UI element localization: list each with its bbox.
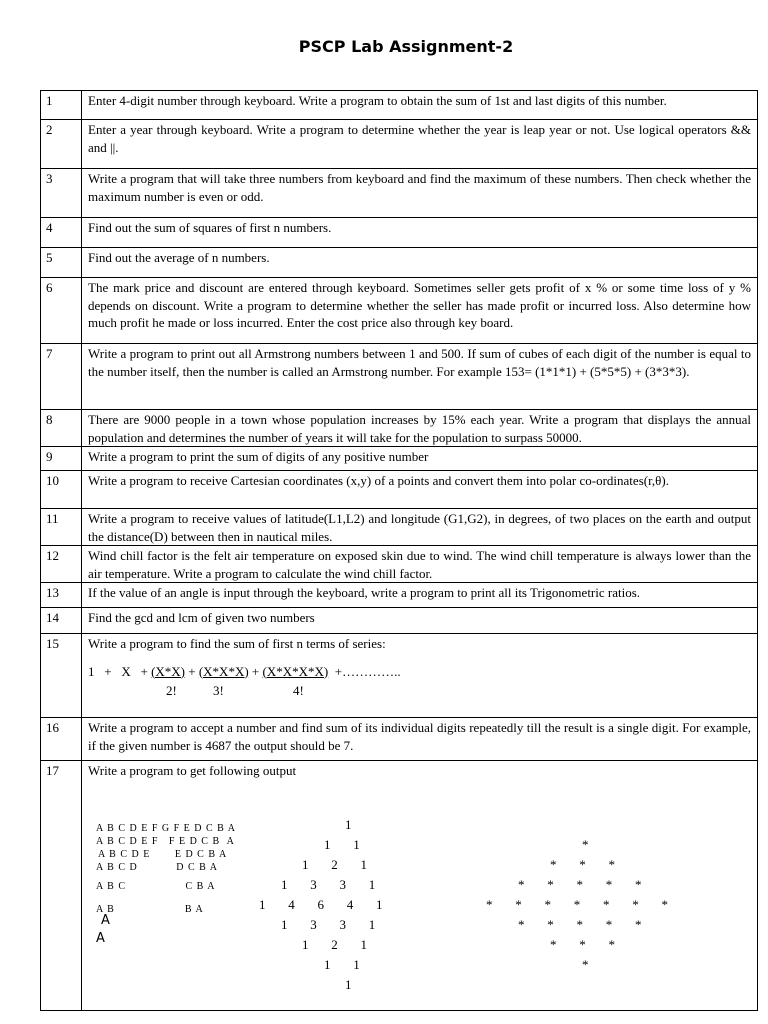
row-text: Write a program to accept a number and find sum of its individual digits repeatedly till the result is a single digit. For example, if the given number is 4687 the output should be 7.	[82, 718, 758, 761]
table-row	[41, 410, 758, 447]
diamond-line: 1 4 6 4 1	[259, 896, 383, 912]
row-text: There are 9000 people in a town whose population increases by 15% each year. Write a program that displays the annual population and determines the number of years it will take for the population to surpass 50000.	[82, 410, 758, 447]
abc-line: A B C D E F F E D C B A	[96, 835, 235, 847]
star-line: *	[582, 836, 589, 852]
star-line: * * * * *	[518, 876, 642, 892]
diamond-line: 1 1	[324, 956, 360, 972]
row-number: 7	[41, 344, 82, 410]
series-term-1: (X*X)	[151, 663, 185, 679]
series-end: +…………..	[328, 663, 401, 679]
row-text	[82, 634, 758, 718]
row-number: 8	[41, 410, 82, 447]
table-row	[41, 91, 758, 120]
row-text: Write a program to print the sum of digits of any positive number	[82, 447, 758, 471]
series-denominator-3: 4!	[293, 682, 304, 698]
series-term-3: (X*X*X*X)	[262, 663, 329, 679]
series-plus-1: +	[185, 663, 199, 679]
series-start: 1 + X +	[88, 663, 152, 679]
row-text: Wind chill factor is the felt air temperature on exposed skin due to wind. The wind chill temperature is always lower than the air temperature. Write a program to calculate the wind chill factor.	[82, 546, 758, 583]
diamond-line: 1 3 3 1	[281, 876, 376, 892]
pattern-prompt: Write a program to get following output	[88, 763, 297, 778]
row-text: The mark price and discount are entered through keyboard. Sometimes seller gets profit of x % or some time loss of y % depends on discount. Write a program to determine whether the seller has made profit or incurred loss. Also determine how much profit he made or loss incurred. Enter the cost price also through key board.	[82, 278, 758, 344]
row-text: Write a program to print out all Armstrong numbers between 1 and 500. If sum of cubes of each digit of the number is equal to the number itself, then the number is called an Armstrong number. For example 153= (1*1*1) + (5*5*5) + (3*3*3).	[82, 344, 758, 410]
diamond-line: 1 3 3 1	[281, 916, 376, 932]
row-number: 4	[41, 218, 82, 248]
series-denominator-2: 3!	[213, 682, 224, 698]
row-number: 5	[41, 248, 82, 278]
diamond-line: 1	[345, 816, 352, 832]
row-number: 17	[41, 761, 82, 1011]
series-plus-2: +	[248, 663, 263, 679]
abc-line: A B C D D C B A	[96, 861, 218, 873]
abc-line: A B C D E F G F E D C B A	[96, 822, 237, 834]
table-row	[41, 509, 758, 546]
page-title: PSCP Lab Assignment-2	[298, 37, 514, 56]
table-row	[41, 634, 758, 718]
table-row	[41, 120, 758, 169]
table-row	[41, 718, 758, 761]
row-number: 3	[41, 169, 82, 218]
abc-line: A	[96, 930, 105, 946]
abc-line: A B B A	[96, 903, 204, 915]
row-number: 14	[41, 608, 82, 634]
row-number: 9	[41, 447, 82, 471]
row-number: 13	[41, 583, 82, 608]
table-row	[41, 169, 758, 218]
row-text: Write a program that will take three numbers from keyboard and find the maximum of these numbers. Then check whether the maximum number is even or odd.	[82, 169, 758, 218]
row-text	[82, 761, 758, 1011]
star-line: * * * * * * *	[486, 896, 668, 912]
table-row	[41, 278, 758, 344]
diamond-line: 1 2 1	[302, 936, 367, 952]
row-text: Write a program to receive values of latitude(L1,L2) and longitude (G1,G2), in degrees, of two places on the earth and output the distance(D) between then in nautical miles.	[82, 509, 758, 546]
row-number: 10	[41, 471, 82, 509]
abc-line: A	[101, 912, 110, 928]
diamond-line: 1	[345, 976, 352, 992]
row-text: Enter 4-digit number through keyboard. Write a program to obtain the sum of 1st and last digits of this number.	[82, 91, 758, 120]
table-row	[41, 546, 758, 583]
row-number: 1	[41, 91, 82, 120]
row-number: 6	[41, 278, 82, 344]
series-denominator-1: 2!	[166, 682, 177, 698]
pattern-area	[88, 780, 751, 1010]
star-line: * * *	[550, 936, 615, 952]
abc-line: A B C C B A	[96, 880, 216, 892]
abc-line: A B C D E E D C B A	[98, 848, 228, 860]
row-text: Find the gcd and lcm of given two numbers	[82, 608, 758, 634]
row-text: Write a program to receive Cartesian coordinates (x,y) of a points and convert them into polar co-ordinates(r,θ).	[82, 471, 758, 509]
table-row	[41, 218, 758, 248]
table-row	[41, 248, 758, 278]
diamond-line: 1 1	[324, 836, 360, 852]
series-prompt: Write a program to find the sum of first n terms of series:	[88, 636, 386, 651]
series-line	[88, 663, 401, 681]
row-text: Enter a year through keyboard. Write a program to determine whether the year is leap year or not. Use logical operators && and ||.	[82, 120, 758, 169]
table-row	[41, 583, 758, 608]
row-number: 15	[41, 634, 82, 718]
series-term-2: (X*X*X)	[198, 663, 249, 679]
table-row	[41, 761, 758, 1011]
row-text: If the value of an angle is input through the keyboard, write a program to print all its Trigonometric ratios.	[82, 583, 758, 608]
row-number: 2	[41, 120, 82, 169]
table-row	[41, 471, 758, 509]
row-number: 16	[41, 718, 82, 761]
star-line: * * *	[550, 856, 615, 872]
row-number: 12	[41, 546, 82, 583]
row-text: Find out the average of n numbers.	[82, 248, 758, 278]
table-row	[41, 344, 758, 410]
table-row	[41, 447, 758, 471]
series-formula	[88, 653, 751, 697]
row-number: 11	[41, 509, 82, 546]
row-text: Find out the sum of squares of first n numbers.	[82, 218, 758, 248]
star-line: *	[582, 956, 589, 972]
table-row	[41, 608, 758, 634]
star-line: * * * * *	[518, 916, 642, 932]
diamond-line: 1 2 1	[302, 856, 367, 872]
assignment-table	[40, 90, 758, 1011]
